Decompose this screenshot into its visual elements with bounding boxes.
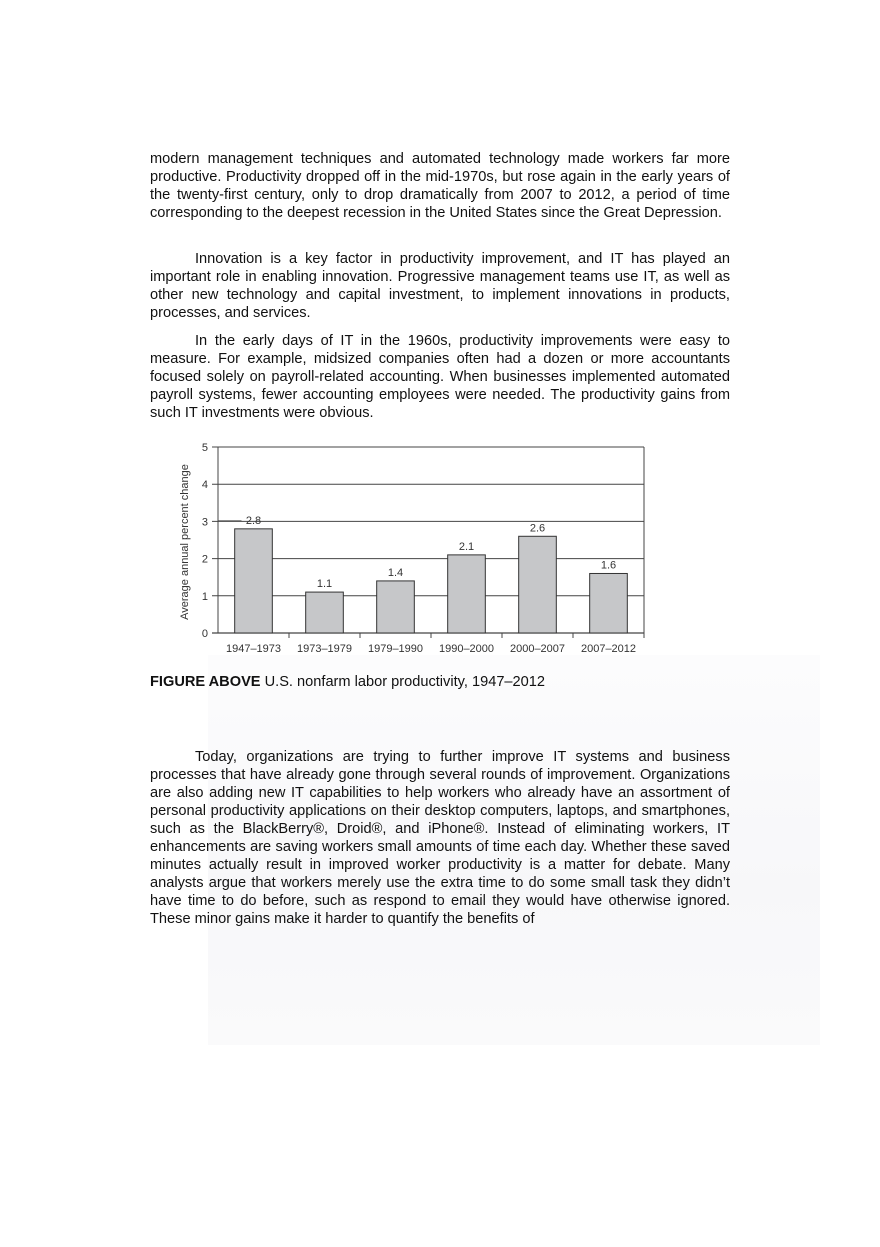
y-axis-title: Average annual percent change xyxy=(179,464,191,620)
bar-5 xyxy=(519,536,557,633)
x-tick-label: 1979–1990 xyxy=(367,643,424,655)
x-tick-label: 1947–1973 xyxy=(225,643,282,655)
x-tick-label: 1990–2000 xyxy=(438,643,495,655)
bar-value-label: 2.8 xyxy=(245,514,262,527)
productivity-bar-chart xyxy=(172,437,652,662)
y-tick-label: 4 xyxy=(201,479,208,492)
chart-svg xyxy=(172,437,652,662)
x-tick-label: 1973–1979 xyxy=(296,643,353,655)
bar-4 xyxy=(448,555,486,633)
y-tick-label: 0 xyxy=(201,628,208,640)
bar-value-label: 1.6 xyxy=(600,559,617,572)
paragraph-2: Innovation is a key factor in productivity improvement, and IT has played an important role in enabling innovation. Progressive management teams use IT, as well as other new technology and capital investment, to implement innovations in products, processes, and services. xyxy=(150,251,730,321)
paragraph-4: Today, organizations are trying to further improve IT systems and business processes that have already gone through several rounds of improvement. Organizations are also adding new IT capabilities to help workers who already have an assortment of personal productivity applications on their desktop computers, laptops, and smartphones, such as the BlackBerry®, Droid®, and iPhone®. Instead of eliminating workers, IT enhancements are saving workers small amounts of time each day. Whether these saved minutes actually result in improved worker productivity is a matter for debate. Many analysts argue that workers merely use the extra time to do some small task they didn’t have time to do before, such as respond to email they would have otherwise ignored. These minor gains make it harder to quantify the benefits of xyxy=(150,749,730,927)
y-tick-label: 2 xyxy=(201,553,208,566)
x-tick-label: 2007–2012 xyxy=(580,643,637,655)
x-tick-label: 2000–2007 xyxy=(509,643,566,655)
bar-3 xyxy=(377,581,415,633)
y-tick-label: 1 xyxy=(201,590,208,603)
bar-value-label: 1.1 xyxy=(316,578,333,591)
figure-caption-label: FIGURE ABOVE xyxy=(150,674,261,690)
paragraph-3: In the early days of IT in the 1960s, productivity improvements were easy to measure. For example, midsized companies often had a dozen or more accountants focused solely on payroll-related accounting. When businesses implemented automated payroll systems, fewer accounting employees were needed. The productivity gains from such IT investments were obvious. xyxy=(150,333,730,421)
bar-value-label: 2.6 xyxy=(529,522,546,535)
bar-value-label: 1.4 xyxy=(387,566,404,579)
figure-caption-text: U.S. nonfarm labor productivity, 1947–2012 xyxy=(260,674,546,690)
bar-value-label: 2.1 xyxy=(458,540,475,553)
y-tick-label: 5 xyxy=(201,442,208,454)
bar-2 xyxy=(306,592,344,633)
figure-caption xyxy=(150,673,545,691)
bar-6 xyxy=(590,573,628,633)
bar-1 xyxy=(235,529,273,633)
y-tick-label: 3 xyxy=(201,516,208,529)
paragraph-1: modern management techniques and automated technology made workers far more productive. Productivity dropped off in the mid-1970s, but rose again in the early years of the twenty-first century, only to drop dramatically from 2007 to 2012, a period of time corresponding to the deepest recession in the United States since the Great Depression. xyxy=(150,151,730,221)
